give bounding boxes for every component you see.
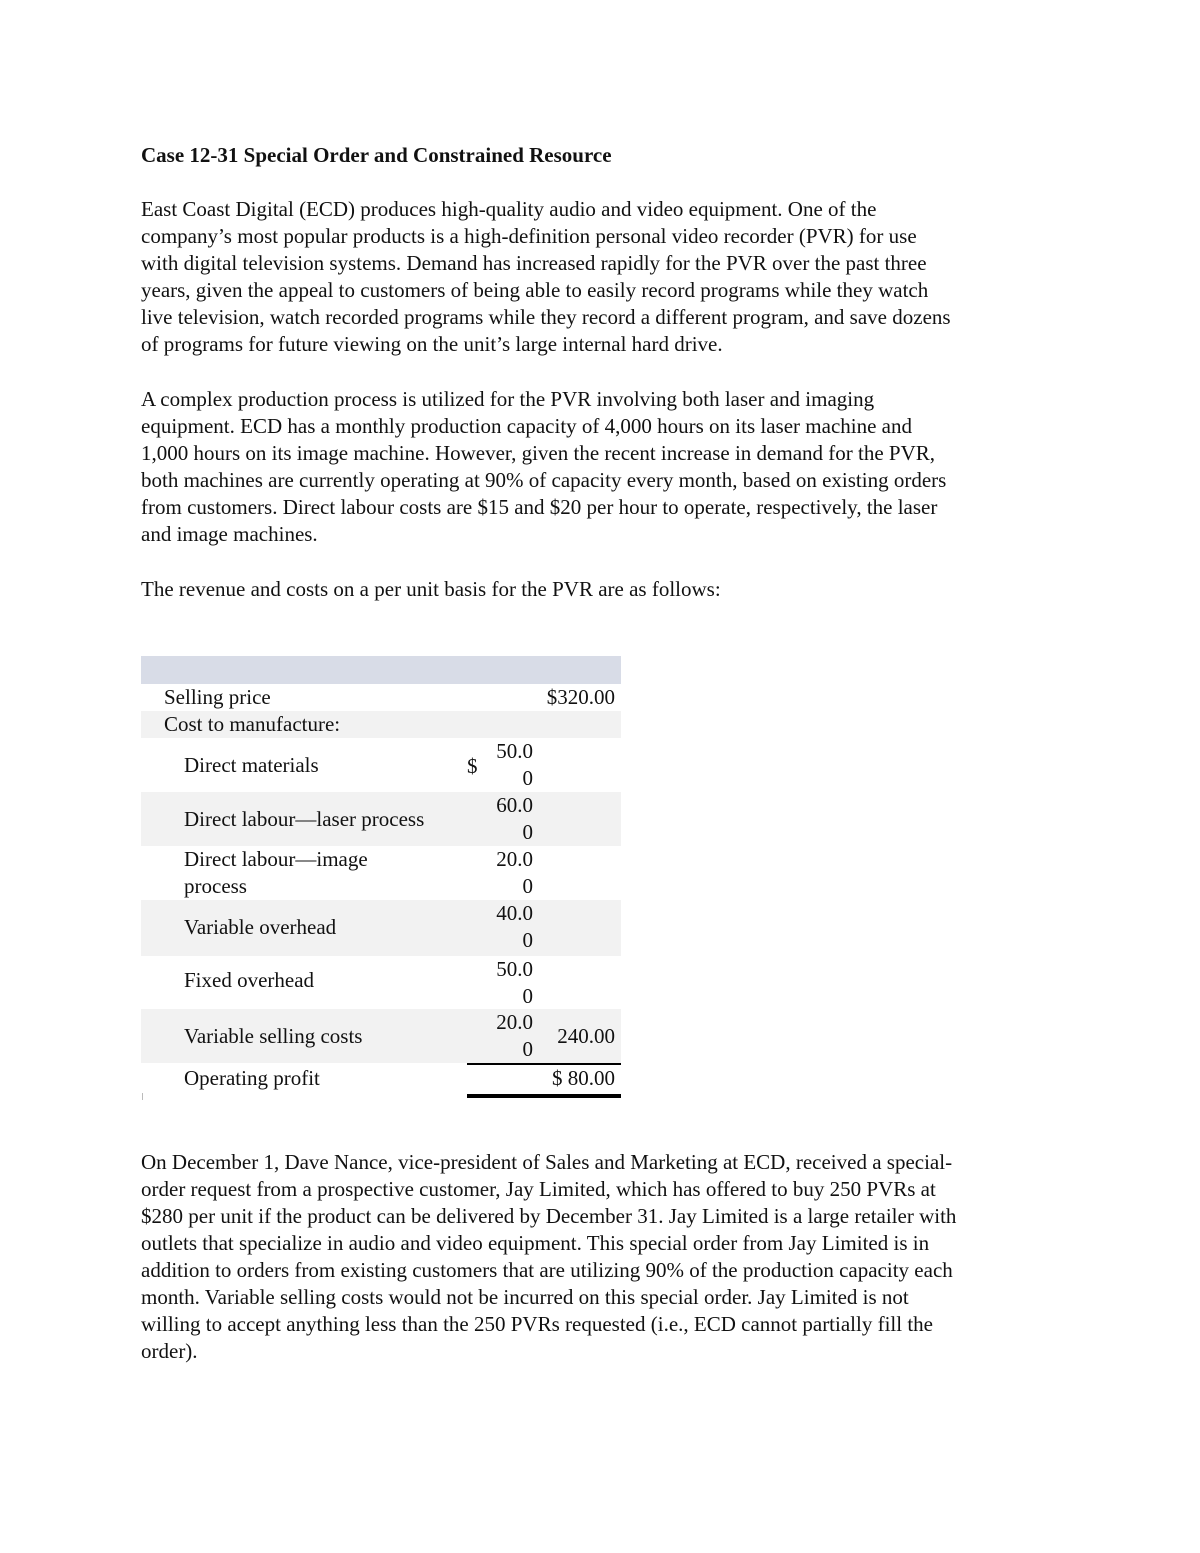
table-row-selling-price — [141, 684, 621, 711]
text-line: company’s most popular products is a high-definition personal video recorder (PVR) for use — [141, 224, 917, 248]
table-edge-mark — [142, 1093, 143, 1100]
table-row-operating-profit — [141, 1063, 621, 1099]
text-line: $280 per unit if the product can be delivered by December 31. Jay Limited is a large retailer with — [141, 1204, 957, 1228]
intro-paragraph — [141, 196, 1066, 358]
row-amount: 50.0 0 — [496, 957, 533, 1008]
unit-cost-table — [141, 656, 621, 1099]
text-line: with digital television systems. Demand has increased rapidly for the PVR over the past three — [141, 251, 927, 275]
subtotal-rule — [467, 1063, 621, 1065]
text-line: of programs for future viewing on the unit’s large internal hard drive. — [141, 332, 723, 356]
special-order-paragraph — [141, 1149, 1066, 1365]
table-row-direct-labour-image — [141, 846, 621, 900]
text-line: addition to orders from existing customers that are utilizing 90% of the production capacity each — [141, 1258, 953, 1282]
table-intro-paragraph — [141, 576, 1066, 603]
text-line: live television, watch recorded programs while they record a different program, and save dozens — [141, 305, 951, 329]
text-line: month. Variable selling costs would not be incurred on this special order. Jay Limited is not — [141, 1285, 909, 1309]
row-label: Variable selling costs — [184, 1024, 363, 1048]
text-line: from customers. Direct labour costs are $15 and $20 per hour to operate, respectively, the laser — [141, 495, 938, 519]
text-line: On December 1, Dave Nance, vice-president of Sales and Marketing at ECD, received a special- — [141, 1150, 953, 1174]
selling-price-value: $320.00 — [546, 685, 615, 709]
cost-to-manufacture-label: Cost to manufacture: — [164, 712, 341, 736]
row-amount: 20.0 0 — [496, 847, 533, 898]
total-rule — [467, 1094, 621, 1098]
row-amount: 60.0 0 — [496, 793, 533, 844]
text-line: years, given the appeal to customers of being able to easily record programs while they watch — [141, 278, 929, 302]
table-row-variable-overhead — [141, 900, 621, 956]
text-line: willing to accept anything less than the 250 PVRs requested (i.e., ECD cannot partially fill the — [141, 1312, 933, 1336]
row-label: Fixed overhead — [184, 968, 315, 992]
row-label: Direct labour—laser process — [184, 807, 425, 831]
case-title: Case 12-31 Special Order and Constrained Resource — [141, 143, 612, 167]
text-line: outlets that specialize in audio and video equipment. This special order from Jay Limited is in — [141, 1231, 930, 1255]
text-line: equipment. ECD has a monthly production capacity of 4,000 hours on its laser machine and — [141, 414, 912, 438]
table-row-variable-selling — [141, 1009, 621, 1063]
table-row-cost-header — [141, 711, 621, 738]
text-line: 1,000 hours on its image machine. However, given the recent increase in demand for the PVR, — [141, 441, 936, 465]
row-label: Variable overhead — [184, 915, 337, 939]
production-paragraph — [141, 386, 1066, 548]
text-line: East Coast Digital (ECD) produces high-quality audio and video equipment. One of the — [141, 197, 877, 221]
row-amount: 50.0 0 — [496, 739, 533, 790]
text-line: and image machines. — [141, 522, 318, 546]
total-cost-value: 240.00 — [557, 1024, 615, 1048]
text-line: order). — [141, 1339, 198, 1363]
row-label: Direct labour—image process — [184, 847, 368, 898]
selling-price-label: Selling price — [164, 685, 271, 709]
text-line: A complex production process is utilized for the PVR involving both laser and imaging — [141, 387, 875, 411]
table-row-direct-materials — [141, 738, 621, 792]
text-line: The revenue and costs on a per unit basis for the PVR are as follows: — [141, 577, 721, 601]
text-line: both machines are currently operating at 90% of capacity every month, based on existing orders — [141, 468, 947, 492]
dollar-sign: $ — [467, 754, 478, 778]
table-row-fixed-overhead — [141, 956, 621, 1009]
row-amount: 20.0 0 — [496, 1010, 533, 1061]
operating-profit-label: Operating profit — [184, 1066, 320, 1090]
row-amount: 40.0 0 — [496, 901, 533, 952]
operating-profit-value: $ 80.00 — [552, 1066, 615, 1090]
text-line: order request from a prospective customer, Jay Limited, which has offered to buy 250 PVRs at — [141, 1177, 936, 1201]
table-row-direct-labour-laser — [141, 792, 621, 846]
table-header-band — [141, 656, 621, 684]
row-label: Direct materials — [184, 753, 319, 777]
